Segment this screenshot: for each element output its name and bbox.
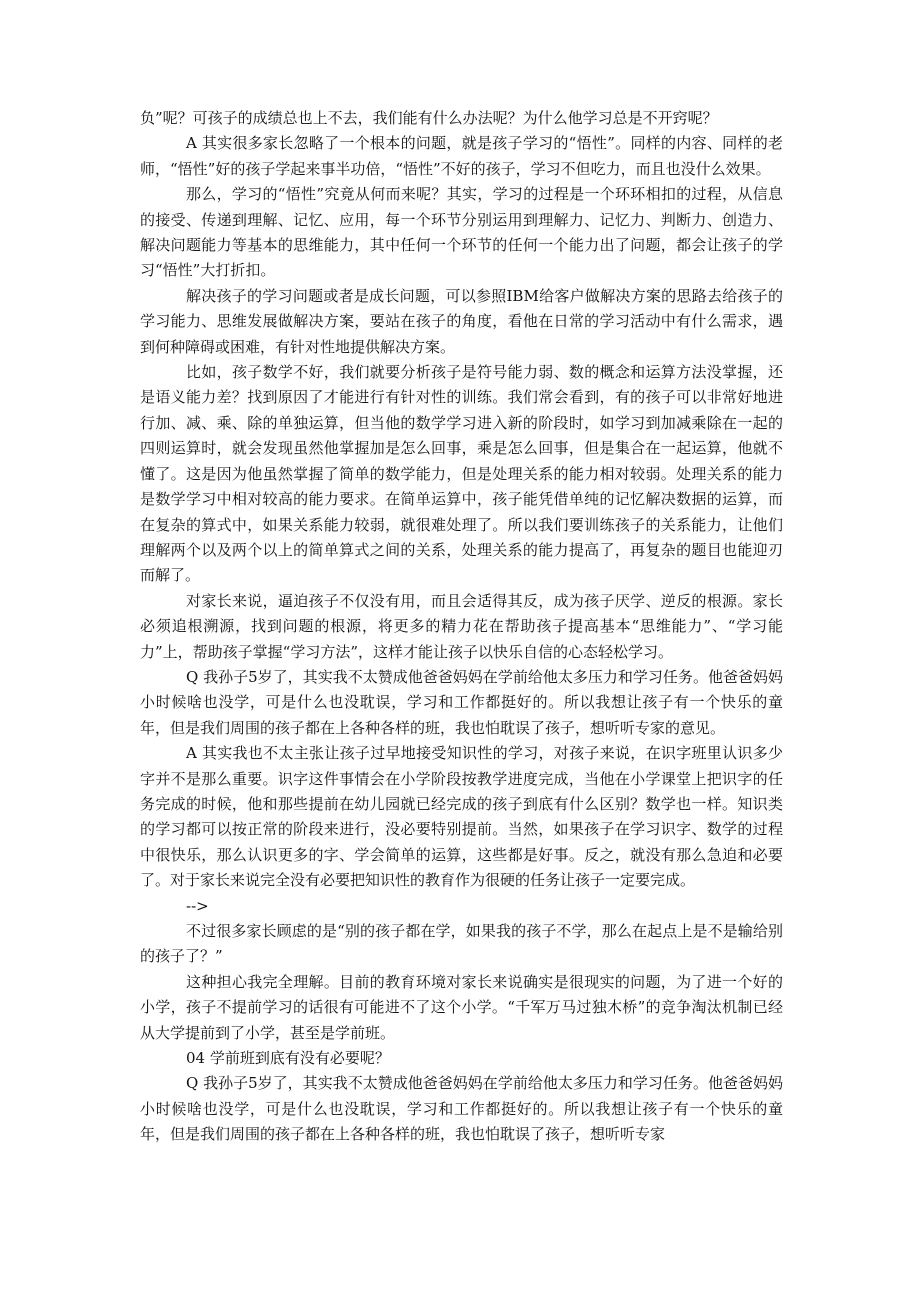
paragraph: A 其实我也不太主张让孩子过早地接受知识性的学习，对孩子来说，在识字班里认识多少字并不是那么重要。识字这件事情会在小学阶段按教学进度完成，当他在小学课堂上把识字的任务完成的时候，他和那些提前在幼儿园就已经完成的孩子到底有什么区别？数学也一样。知识类的学习都可以按正常的阶段来进行，没必要特别提前。当然，如果孩子在学习识字、数学的过程中很快乐，那么认识更多的字、学会简单的运算，这些都是好事。反之，就没有那么急迫和必要了。对于家长来说完全没有必要把知识性的教育作为很硬的任务让孩子一定要完成。: [140, 744, 783, 890]
paragraph: 对家长来说，逼迫孩子不仅没有用，而且会适得其反，成为孩子厌学、逆反的根源。家长必须追根溯源，找到问题的根源，将更多的精力花在帮助孩子提高基本“思维能力”、“学习能力”上，帮助孩子掌握“学习方法”，这样才能让孩子以快乐自信的心态轻松学习。: [140, 591, 783, 661]
paragraph: -->: [186, 896, 209, 915]
paragraph: 那么，学习的“悟性”究竟从何而来呢？其实，学习的过程是一个环环相扣的过程，从信息的接受、传递到理解、记忆、应用，每一个环节分别运用到理解力、记忆力、判断力、创造力、解决问题能力等基本的思维能力，其中任何一个环节的任何一个能力出了问题，都会让孩子的学习“悟性”大打折扣。: [140, 185, 783, 280]
paragraph: 这种担心我完全理解。目前的教育环境对家长来说确实是很现实的问题，为了进一个好的小学，孩子不提前学习的话很有可能进不了这个小学。“千军万马过独木桥”的竞争淘汰机制已经从大学提前到了小学，甚至是学前班。: [140, 972, 783, 1042]
paragraph: 解决孩子的学习问题或者是成长问题，可以参照IBM给客户做解决方案的思路去给孩子的学习能力、思维发展做解决方案，要站在孩子的角度，看他在日常的学习活动中有什么需求，遇到何种障碍或困难，有针对性地提供解决方案。: [140, 286, 783, 356]
paragraph: 比如，孩子数学不好，我们就要分析孩子是符号能力弱、数的概念和运算方法没掌握，还是语义能力差？找到原因了才能进行有针对性的训练。我们常会看到，有的孩子可以非常好地进行加、减、乘、除的单独运算，但当他的数学学习进入新的阶段时，如学习到加减乘除在一起的四则运算时，就会发现虽然他掌握加是怎么回事，乘是怎么回事，但是集合在一起运算，他就不懂了。这是因为他虽然掌握了简单的数学能力，但是处理关系的能力相对较弱。处理关系的能力是数学学习中相对较高的能力要求。在简单运算中，孩子能凭借单纯的记忆解决数据的运算，而在复杂的算式中，如果关系能力较弱，就很难处理了。所以我们要训练孩子的关系能力，让他们理解两个以及两个以上的简单算式之间的关系，处理关系的能力提高了，再复杂的题目也能迎刃而解了。: [140, 363, 783, 585]
document-body: [140, 106, 783, 1148]
paragraph: Q 我孙子5岁了，其实我不太赞成他爸爸妈妈在学前给他太多压力和学习任务。他爸爸妈妈小时候啥也没学，可是什么也没耽误，学习和工作都挺好的。所以我想让孩子有一个快乐的童年，但是我们周围的孩子都在上各种各样的班，我也怕耽误了孩子，想听听专家的意见。: [140, 667, 783, 737]
paragraph: A 其实很多家长忽略了一个根本的问题，就是孩子学习的“悟性”。同样的内容、同样的老师，“悟性”好的孩子学起来事半功倍，“悟性”不好的孩子，学习不但吃力，而且也没什么效果。: [140, 134, 783, 178]
paragraph: Q 我孙子5岁了，其实我不太赞成他爸爸妈妈在学前给他太多压力和学习任务。他爸爸妈妈小时候啥也没学，可是什么也没耽误，学习和工作都挺好的。所以我想让孩子有一个快乐的童年，但是我们周围的孩子都在上各种各样的班，我也怕耽误了孩子，想听听专家: [140, 1074, 783, 1144]
paragraph: 不过很多家长顾虑的是“别的孩子都在学，如果我的孩子不学，那么在起点上是不是输给别的孩子了？”: [140, 922, 783, 966]
section-heading: 04 学前班到底有没有必要呢？: [186, 1049, 390, 1068]
paragraph: 负”呢？可孩子的成绩总也上不去，我们能有什么办法呢？为什么他学习总是不开窍呢？: [140, 109, 718, 127]
